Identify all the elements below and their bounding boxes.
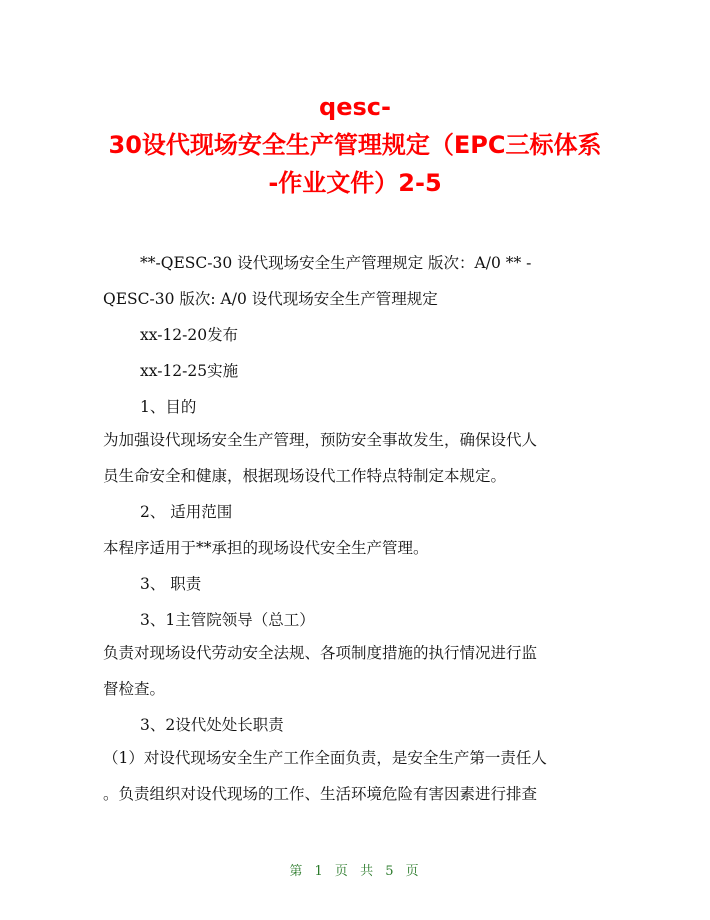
section-3-2-heading: 3、2设代处处长职责 — [140, 716, 284, 734]
implement-date: xx-12-25实施 — [140, 362, 239, 380]
page-footer — [0, 860, 710, 879]
footer-total-pages: 5 — [385, 864, 396, 879]
section-3-1-text-line-1: 负责对现场设代劳动安全法规、各项制度措施的执行情况进行监 — [103, 644, 538, 662]
section-2-heading: 2、 适用范围 — [140, 503, 233, 521]
footer-current-page: 1 — [314, 864, 325, 879]
section-3-heading: 3、 职责 — [140, 575, 202, 593]
release-date: xx-12-20发布 — [140, 326, 239, 344]
section-3-2-item-1-line-2: 。负责组织对设代现场的工作、生活环境危险有害因素进行排查 — [103, 785, 538, 803]
footer-prefix: 第 — [289, 864, 305, 879]
document-body — [103, 248, 613, 812]
footer-page-word: 页 — [334, 864, 350, 879]
section-3-1-text-line-2: 督检查。 — [103, 680, 166, 698]
section-2-text: 本程序适用于**承担的现场设代安全生产管理。 — [103, 539, 429, 557]
footer-total-word: 共 — [360, 864, 376, 879]
document-title — [90, 88, 620, 202]
section-3-1-heading: 3、1主管院领导（总工） — [140, 611, 315, 629]
section-1-heading: 1、目的 — [140, 398, 197, 416]
title-line-2: 30设代现场安全生产管理规定（EPC三标体系 — [108, 131, 602, 159]
header-paragraph-line-2: QESC-30 版次: A/0 设代现场安全生产管理规定 — [103, 290, 438, 308]
footer-suffix: 页 — [405, 864, 421, 879]
section-3-2-item-1-line-1: （1）对设代现场安全生产工作全面负责，是安全生产第一责任人 — [103, 749, 547, 767]
title-line-3: -作业文件）2-5 — [268, 169, 442, 197]
section-1-text-line-2: 员生命安全和健康，根据现场设代工作特点特制定本规定。 — [103, 467, 507, 485]
header-paragraph-line-1: **-QESC-30 设代现场安全生产管理规定 版次：A/0 ** - — [140, 254, 532, 272]
section-1-text-line-1: 为加强设代现场安全生产管理，预防安全事故发生，确保设代人 — [103, 431, 538, 449]
title-line-1: qesc- — [319, 93, 391, 121]
